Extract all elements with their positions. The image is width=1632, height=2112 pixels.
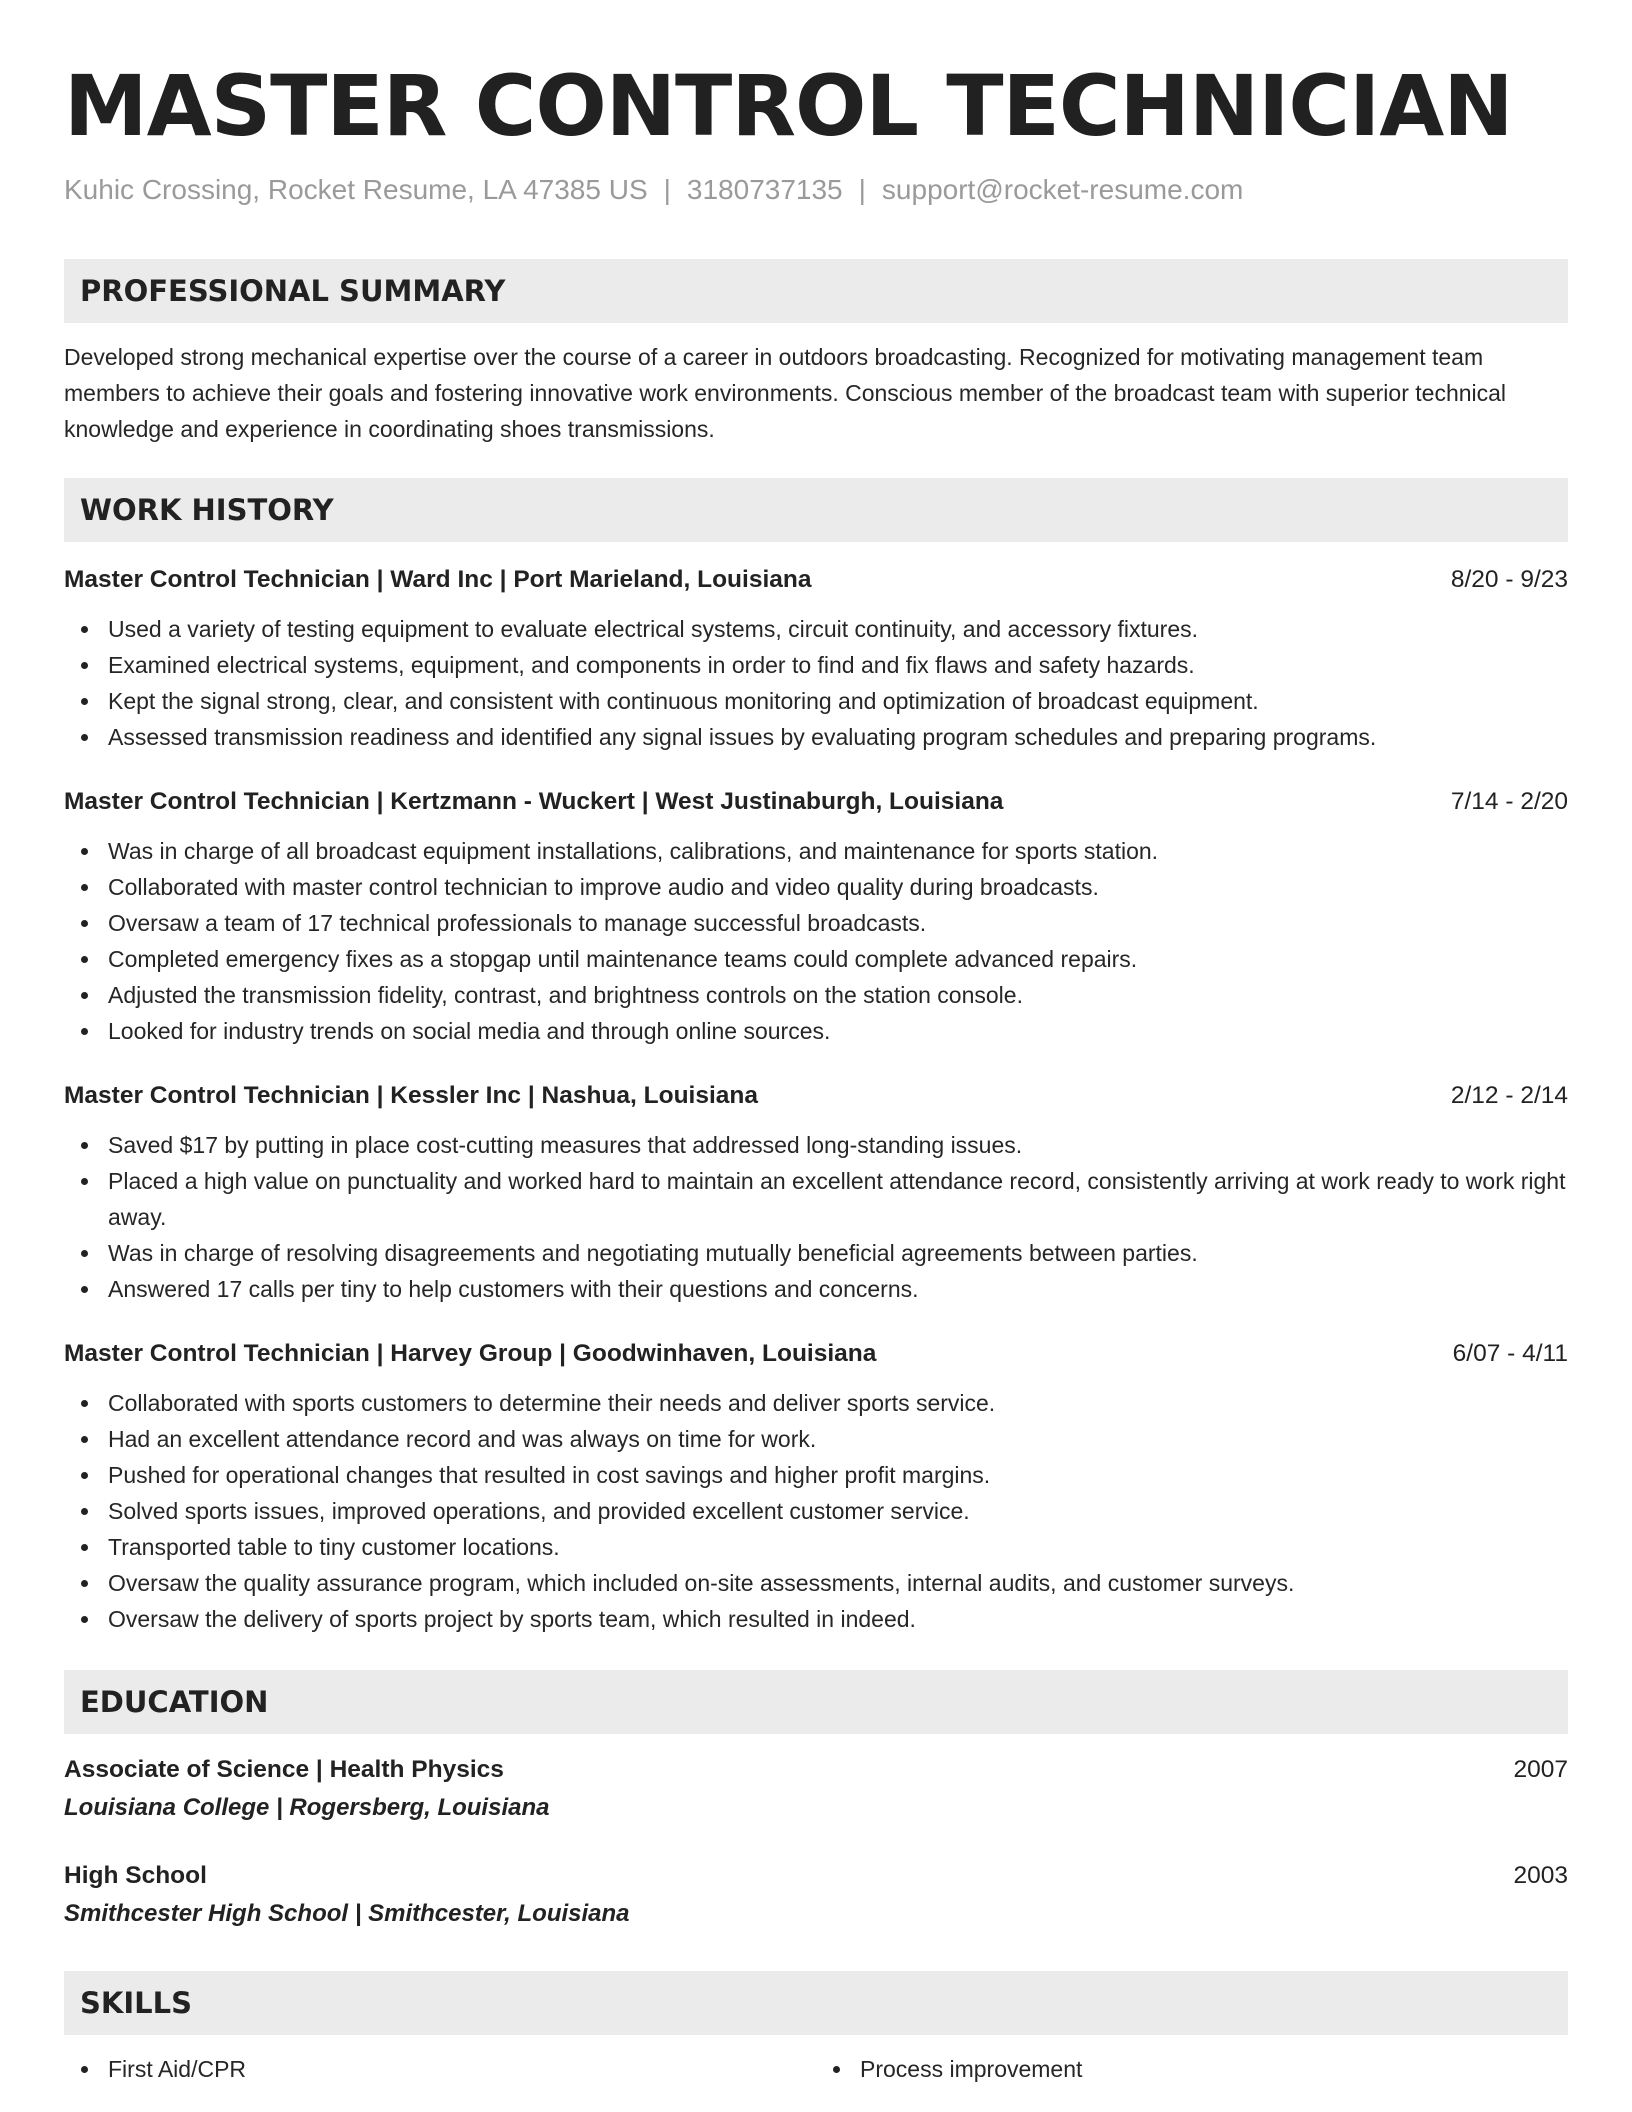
job-bullet: Completed emergency fixes as a stopgap until maintenance teams could complete advanced repairs. [64,941,1568,977]
section-heading-skills: SKILLS [64,1971,1568,2035]
job-bullet: Oversaw a team of 17 technical professionals to manage successful broadcasts. [64,905,1568,941]
skills-column-right [816,2051,1568,2087]
job-bullet: Oversaw the quality assurance program, which included on-site assessments, internal audits, and customer surveys. [64,1565,1568,1601]
job-bullet: Saved $17 by putting in place cost-cutting measures that addressed long-standing issues. [64,1127,1568,1163]
job-bullet: Pushed for operational changes that resulted in cost savings and higher profit margins. [64,1457,1568,1493]
job-header [64,1079,1568,1113]
skill-item: Process improvement [816,2051,1568,2087]
education-school: Louisiana College | Rogersberg, Louisiana [64,1794,550,1821]
job-bullet: Collaborated with master control technician to improve audio and video quality during broadcasts. [64,869,1568,905]
job-bullet: Transported table to tiny customer locations. [64,1529,1568,1565]
job-title: Master Control Technician | Kessler Inc | Nashua, Louisiana [64,1082,758,1109]
job-bullet: Had an excellent attendance record and was always on time for work. [64,1421,1568,1457]
job-title: Master Control Technician | Harvey Group | Goodwinhaven, Louisiana [64,1340,877,1367]
job-bullet: Adjusted the transmission fidelity, contrast, and brightness controls on the station console. [64,977,1568,1013]
section-heading-summary: PROFESSIONAL SUMMARY [64,259,1568,323]
contact-separator: | [663,174,671,205]
job-bullet: Placed a high value on punctuality and worked hard to maintain an excellent attendance record, consistently arriving at work ready to work right away. [64,1163,1568,1235]
section-heading-education: EDUCATION [64,1670,1568,1734]
skills-list [64,2051,1568,2087]
section-heading-work-history: WORK HISTORY [64,478,1568,542]
education-entry [64,1859,1568,1931]
job-header [64,785,1568,819]
job-dates: 2/12 - 2/14 [1450,1082,1568,1109]
job-bullets [64,1385,1568,1637]
education-header [64,1859,1568,1893]
candidate-name: MASTER CONTROL TECHNICIAN [64,57,1513,155]
job-entry [64,1079,1568,1307]
skills-column-left [64,2051,816,2087]
job-bullet: Solved sports issues, improved operations, and provided excellent customer service. [64,1493,1568,1529]
education-year: 2007 [1513,1756,1568,1783]
job-bullets [64,611,1568,755]
job-entry [64,563,1568,755]
skill-item: First Aid/CPR [64,2051,816,2087]
job-dates: 8/20 - 9/23 [1450,566,1568,593]
contact-line [64,172,1568,208]
contact-address: Kuhic Crossing, Rocket Resume, LA 47385 US [64,174,648,205]
job-header [64,1337,1568,1371]
education-year: 2003 [1513,1862,1568,1889]
education-header [64,1753,1568,1787]
job-bullet: Kept the signal strong, clear, and consistent with continuous monitoring and optimization of broadcast equipment. [64,683,1568,719]
education-entry [64,1753,1568,1825]
summary-text: Developed strong mechanical expertise over the course of a career in outdoors broadcasting. Recognized for motivating management team members to achieve their goals and fostering innovative work environments. Conscious member of the broadcast team with superior technical knowledge and experience in coordinating shoes transmissions. [64,344,1507,442]
job-bullet: Was in charge of resolving disagreements and negotiating mutually beneficial agreements between parties. [64,1235,1568,1271]
job-title: Master Control Technician | Kertzmann - Wuckert | West Justinaburgh, Louisiana [64,788,1004,815]
education-school: Smithcester High School | Smithcester, Louisiana [64,1900,630,1927]
job-bullet: Oversaw the delivery of sports project by sports team, which resulted in indeed. [64,1601,1568,1637]
job-bullet: Examined electrical systems, equipment, and components in order to find and fix flaws and safety hazards. [64,647,1568,683]
education-degree: Associate of Science | Health Physics [64,1756,504,1783]
contact-separator: | [858,174,866,205]
job-entry [64,785,1568,1049]
job-bullet: Assessed transmission readiness and identified any signal issues by evaluating program schedules and preparing programs. [64,719,1568,755]
job-header [64,563,1568,597]
job-bullet: Was in charge of all broadcast equipment installations, calibrations, and maintenance for sports station. [64,833,1568,869]
education-degree: High School [64,1862,207,1889]
job-bullets [64,1127,1568,1307]
job-bullet: Looked for industry trends on social media and through online sources. [64,1013,1568,1049]
job-dates: 6/07 - 4/11 [1452,1340,1568,1367]
job-bullets [64,833,1568,1049]
job-title: Master Control Technician | Ward Inc | Port Marieland, Louisiana [64,566,812,593]
job-dates: 7/14 - 2/20 [1450,788,1568,815]
contact-email: support@rocket-resume.com [881,174,1244,205]
job-bullet: Used a variety of testing equipment to evaluate electrical systems, circuit continuity, and accessory fixtures. [64,611,1568,647]
job-bullet: Answered 17 calls per tiny to help customers with their questions and concerns. [64,1271,1568,1307]
contact-phone: 3180737135 [686,174,843,205]
job-entry [64,1337,1568,1637]
job-bullet: Collaborated with sports customers to determine their needs and deliver sports service. [64,1385,1568,1421]
